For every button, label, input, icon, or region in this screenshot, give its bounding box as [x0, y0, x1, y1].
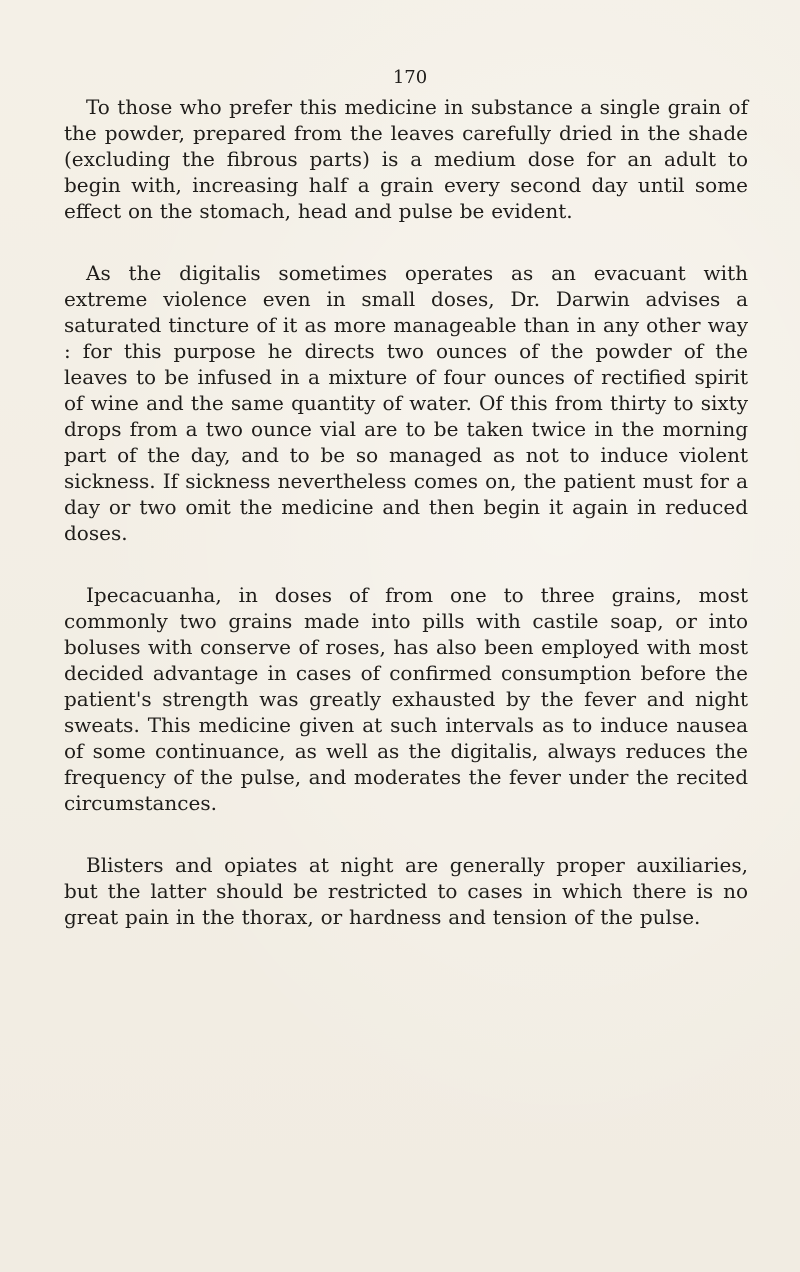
- page-number: 170: [392, 67, 428, 88]
- paragraph-digitalis-powder: To those who prefer this medicine in substance a single grain of the powder, prepared from the leaves carefully dried in the shade (excluding the fibrous parts) is a medium dose for an adult to begin with, increasing half a grain every second day until some effect on the stomach, head and pulse be evident.: [64, 95, 748, 223]
- paragraph-ipecacuanha: Ipecacuanha, in doses of from one to three grains, most commonly two grains made into pills with castile soap, or into boluses with conserve of roses, has also been employed with most decided advantage in cases of confirmed consumption before the patient's strength was greatly exhausted by the fever and night sweats. This medicine given at such intervals as to induce nausea of some continuance, as well as the digitalis, always reduces the frequency of the pulse, and moderates the fever under the recited circumstances.: [64, 583, 748, 815]
- paragraph-digitalis-tincture: As the digitalis sometimes operates as an evacuant with extreme violence even in small doses, Dr. Darwin advises a saturated tincture of it as more manageable than in any other way : for this purpose he directs two ounces of the powder of the leaves to be infused in a mixture of four ounces of rectified spirit of wine and the same quantity of water. Of this from thirty to sixty drops from a two ounce vial are to be taken twice in the morning part of the day, and to be so managed as not to induce violent sickness. If sickness nevertheless comes on, the patient must for a day or two omit the medicine and then begin it again in reduced doses.: [64, 261, 748, 545]
- paragraph-blisters-opiates: Blisters and opiates at night are generally proper auxiliaries, but the latter should be restricted to cases in which there is no great pain in the thorax, or hardness and tension of the pulse.: [64, 853, 748, 929]
